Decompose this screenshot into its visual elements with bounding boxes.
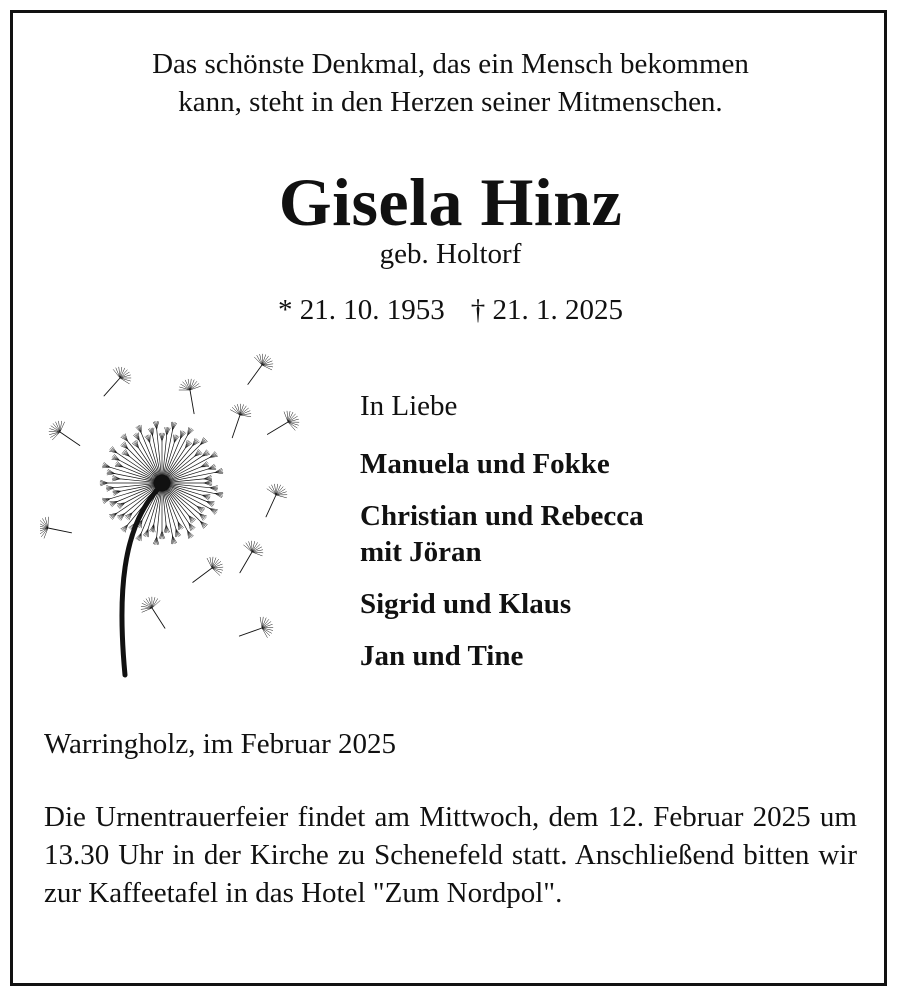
family-member-line: Christian und Rebecca <box>360 500 644 532</box>
family-member-line: Jan und Tine <box>360 640 524 672</box>
life-dates <box>0 292 901 328</box>
birth-date: * 21. 10. 1953 <box>278 294 445 326</box>
birth-name: geb. Holtorf <box>379 238 522 270</box>
family-member <box>360 586 860 622</box>
quote-line-1: Das schönste Denkmal, das ein Mensch bekommen <box>152 48 749 80</box>
memorial-quote <box>14 45 887 121</box>
deceased-name: Gisela Hinz <box>278 164 623 240</box>
family-member-line: mit Jöran <box>360 536 482 568</box>
place-and-date: Warringholz, im Februar 2025 <box>44 728 397 760</box>
dandelion-icon <box>40 350 320 680</box>
death-date: † 21. 1. 2025 <box>470 294 623 326</box>
family-member <box>360 498 860 570</box>
funeral-notice: Die Urnentrauerfeier findet am Mittwoch, dem 12. Februar 2025 um 13.30 Uhr in der Kirche zu Schenefeld statt. Anschließend bitten wir zur Kaffeetafel in das Hotel "Zum Nordpol". <box>44 801 857 909</box>
quote-line-2: kann, steht in den Herzen seiner Mitmenschen. <box>178 86 723 118</box>
family-intro: In Liebe <box>360 390 458 422</box>
family-member-line: Sigrid und Klaus <box>360 588 572 620</box>
family-member-line: Manuela und Fokke <box>360 448 610 480</box>
family-member <box>360 446 860 482</box>
family-list <box>360 388 860 690</box>
family-member <box>360 638 860 674</box>
